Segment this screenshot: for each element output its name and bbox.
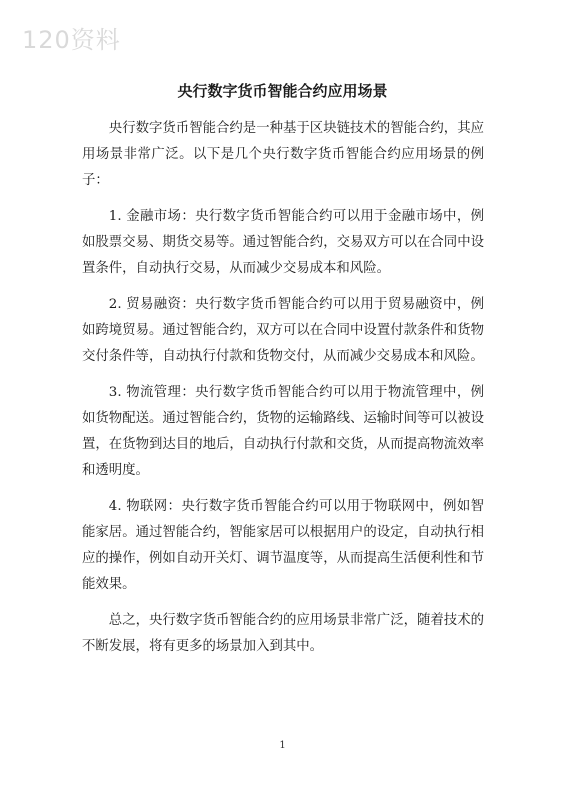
intro-paragraph: 央行数字货币智能合约是一种基于区块链技术的智能合约，其应用场景非常广泛。以下是几个央行数字货币智能合约应用场景的例子： — [82, 121, 484, 188]
scenario-financial-market: 1. 金融市场：央行数字货币智能合约可以用于金融市场中，例如股票交易、期货交易等。通过智能合约，交易双方可以在合同中设置条件，自动执行交易，从而减少交易成本和风险。 — [82, 209, 484, 276]
watermark-logo: 120资料 — [22, 26, 121, 54]
document-title: 央行数字货币智能合约应用场景 — [177, 82, 388, 100]
scenario-iot: 4. 物联网：央行数字货币智能合约可以用于物联网中，例如智能家居。通过智能合约，智能家居可以根据用户的设定，自动执行相应的操作，例如自动开关灯、调节温度等，从而提高生活便利性和节能效果。 — [82, 499, 484, 592]
document-body — [82, 116, 484, 670]
scenario-logistics: 3. 物流管理：央行数字货币智能合约可以用于物流管理中，例如货物配送。通过智能合约，货物的运输路线、运输时间等可以被设置，在货物到达目的地后，自动执行付款和交货，从而提高物流效率和透明度。 — [82, 385, 484, 478]
scenario-trade-finance: 2. 贸易融资：央行数字货币智能合约可以用于贸易融资中，例如跨境贸易。通过智能合约，双方可以在合同中设置付款条件和货物交付条件等，自动执行付款和货物交付，从而减少交易成本和风险。 — [82, 297, 484, 364]
page-number: 1 — [279, 740, 286, 751]
conclusion-paragraph: 总之，央行数字货币智能合约的应用场景非常广泛，随着技术的不断发展，将有更多的场景加入到其中。 — [82, 613, 484, 654]
